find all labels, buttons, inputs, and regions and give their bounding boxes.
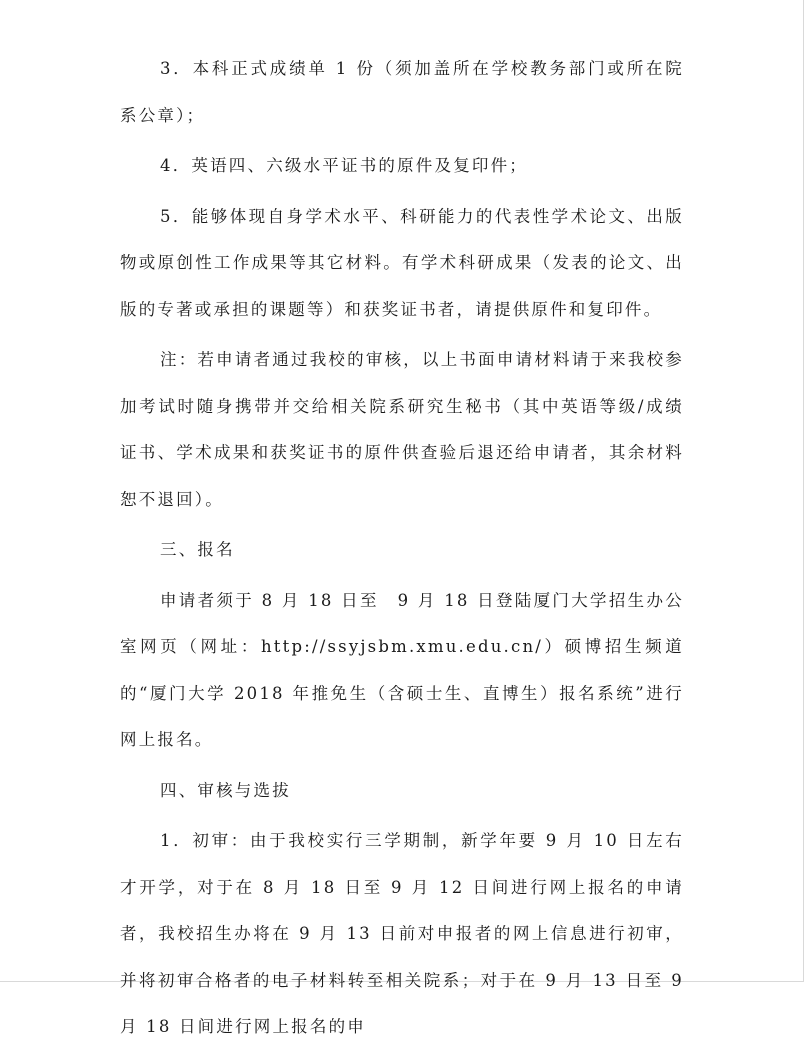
paragraph-item-5: 5．能够体现自身学术水平、科研能力的代表性学术论文、出版物或原创性工作成果等其它材料。有学术科研成果（发表的论文、出版的专著或承担的课题等）和获奖证书者，请提供原件和复印件。 — [120, 206, 684, 319]
paragraph-note: 注：若申请者通过我校的审核，以上书面申请材料请于来我校参加考试时随身携带并交给相关院系研究生秘书（其中英语等级/成绩证书、学术成果和获奖证书的原件供查验后退还给申请者，其余材料恕不退回）。 — [120, 350, 684, 509]
document-content — [120, 46, 684, 1051]
paragraph-registration: 申请者须于 8 月 18 日至 9 月 18 日登陆厦门大学招生办公室网页（网址：http://ssyjsbm.xmu.edu.cn/）硕博招生频道的“厦门大学 2018 年推免生（含硕士生、直博生）报名系统”进行网上报名。 — [120, 590, 684, 749]
paragraph-preliminary-review: 1．初审：由于我校实行三学期制，新学年要 9 月 10 日左右才开学，对于在 8 月 18 日至 9 月 12 日间进行网上报名的申请者，我校招生办将在 9 月 13 日前对申报者的网上信息进行初审，并将初审合格者的电子材料转至相关院系；对于在 9 月 13 日至 9 月 18 日间进行网上报名的申 — [120, 831, 684, 1036]
section-heading-review-selection: 四、审核与选拔 — [160, 780, 291, 800]
paragraph-item-3: 3．本科正式成绩单 1 份（须加盖所在学校教务部门或所在院系公章）； — [120, 59, 684, 125]
paragraph-item-4: 4．英语四、六级水平证书的原件及复印件； — [160, 156, 528, 175]
section-heading-registration: 三、报名 — [160, 540, 235, 559]
